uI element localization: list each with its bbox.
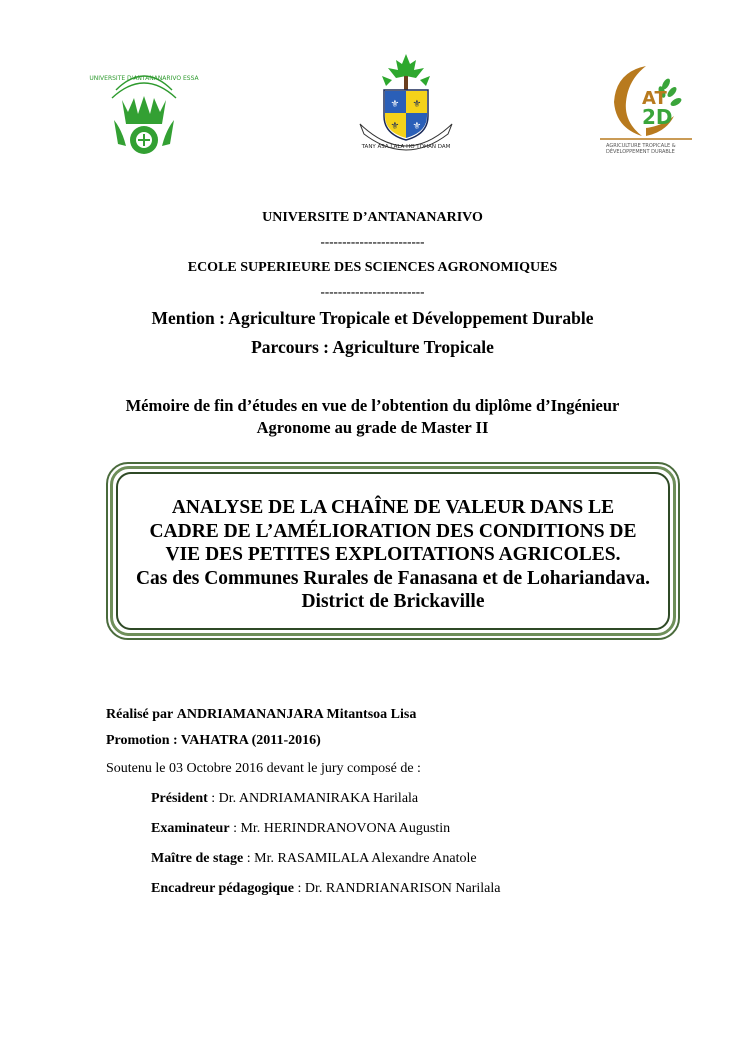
svg-text:⚜: ⚜ (412, 99, 422, 110)
memoire-line-1: Mémoire de fin d’études en vue de l’obtention du diplôme d’Ingénieur (125, 396, 620, 415)
university-logo-text: UNIVERSITE D'ANTANANARIVO ESSA (89, 75, 199, 82)
jury-sep: : (207, 791, 219, 806)
jury-encadreur (151, 881, 501, 897)
title-line-3: VIE DES PETITES EXPLOITATIONS AGRICOLES. (165, 544, 621, 565)
jury-sep: : (229, 821, 241, 836)
separator-1: ------------------------ (320, 234, 425, 249)
jury-sep: : (243, 851, 255, 866)
jury-member-name: Mr. HERINDRANOVONA Augustin (240, 821, 451, 836)
title-line-2: CADRE DE L’AMÉLIORATION DES CONDITIONS DE (149, 520, 637, 542)
title-line-1: ANALYSE DE LA CHAÎNE DE VALEUR DANS LE (171, 497, 615, 518)
separator-2: ------------------------ (320, 284, 425, 299)
promotion: Promotion : VAHATRA (2011-2016) (106, 733, 321, 748)
jury-role: Président (151, 791, 208, 806)
jury-role: Encadreur pédagogique (151, 881, 295, 896)
promotion-line (106, 733, 321, 749)
svg-text:⚜: ⚜ (412, 121, 422, 132)
jury-member-name: Mr. RASAMILALA Alexandre Anatole (254, 851, 477, 866)
title-line-5: District de Brickaville (301, 591, 485, 612)
university-logo (89, 60, 199, 165)
parcours: Parcours : Agriculture Tropicale (251, 337, 494, 357)
at2d-caption-line2: DÉVELOPPEMENT DURABLE (606, 149, 675, 155)
svg-text:⚜: ⚜ (390, 99, 400, 110)
svg-text:2D: 2D (642, 105, 673, 129)
svg-text:⚜: ⚜ (390, 121, 400, 132)
realise-label: Réalisé par (106, 707, 174, 722)
jury-examinateur (151, 821, 450, 837)
jury-sep: : (294, 881, 305, 896)
svg-text:AT: AT (642, 88, 667, 109)
memoire-line-2: Agronome au grade de Master II (256, 418, 489, 437)
thesis-title (120, 496, 666, 614)
jury-maitre-de-stage (151, 851, 477, 867)
at2d-caption-line1: AGRICULTURE TROPICALE & (606, 143, 676, 149)
author-name: ANDRIAMANANJARA Mitantsoa Lisa (176, 707, 417, 722)
soutenu-line: Soutenu le 03 Octobre 2016 devant le jury composé de : (106, 761, 421, 776)
school-name: ECOLE SUPERIEURE DES SCIENCES AGRONOMIQUES (187, 260, 558, 275)
jury-member-name: Dr. RANDRIANARISON Narilala (304, 881, 501, 896)
jury-role: Examinateur (151, 821, 230, 836)
essa-coat-of-arms-logo (352, 50, 460, 162)
jury-member-name: Dr. ANDRIAMANIRAKA Harilala (218, 791, 419, 806)
author-line (106, 707, 416, 723)
title-line-4: Cas des Communes Rurales de Fanasana et de Lohariandava. (135, 567, 651, 589)
mention: Mention : Agriculture Tropicale et Développement Durable (151, 308, 594, 328)
jury-role: Maître de stage (151, 851, 244, 866)
motto-text: TANY ASA LALA HO TOHAN DAM (361, 144, 451, 150)
university-name: UNIVERSITE D’ANTANANARIVO (262, 210, 483, 225)
jury-president (151, 791, 418, 807)
at2d-logo (600, 62, 692, 162)
